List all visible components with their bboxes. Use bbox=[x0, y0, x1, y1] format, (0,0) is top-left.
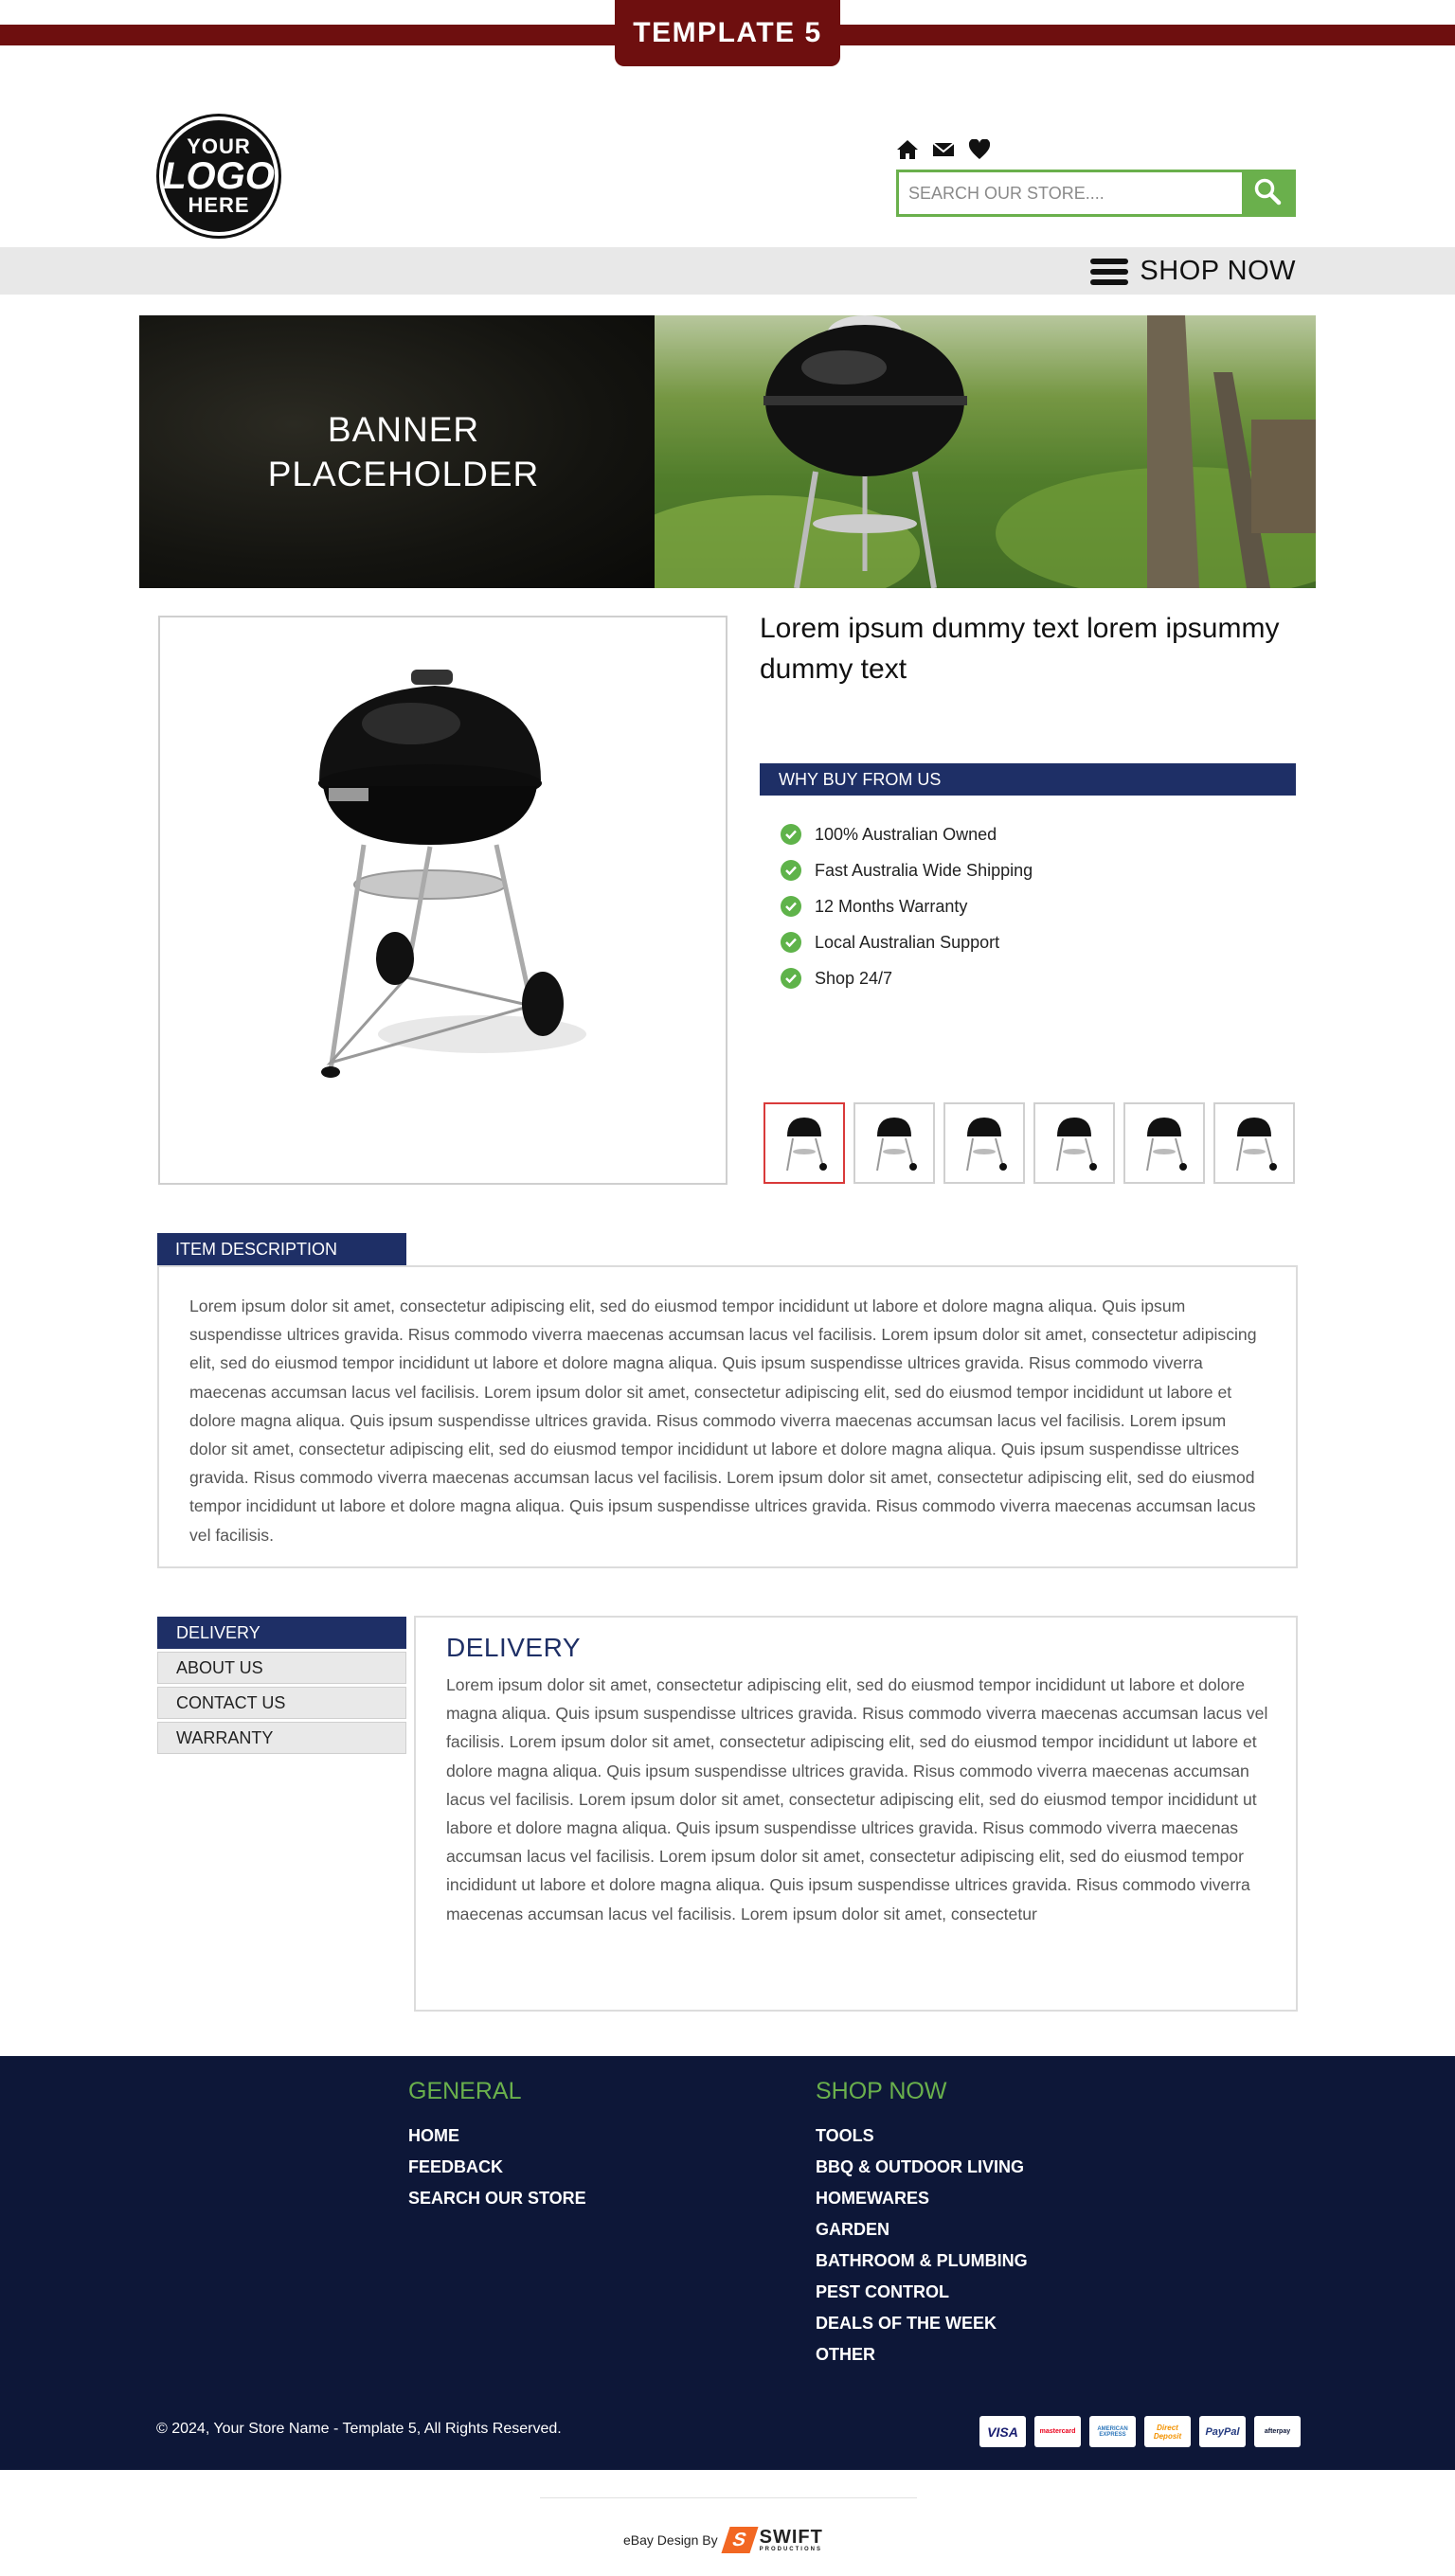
logo-line-2: LOGO bbox=[163, 155, 275, 197]
list-item bbox=[781, 852, 1033, 888]
banner-placeholder-text bbox=[139, 315, 668, 588]
search-input[interactable] bbox=[899, 172, 1242, 214]
footer-link-pest-control[interactable]: PEST CONTROL bbox=[816, 2282, 950, 2301]
logo-line-1: YOUR bbox=[187, 134, 251, 158]
swift-logo bbox=[726, 2527, 823, 2553]
why-buy-item-label: 100% Australian Owned bbox=[815, 824, 997, 844]
why-buy-header: WHY BUY FROM US bbox=[760, 763, 1296, 796]
direct-deposit-icon: Direct Deposit bbox=[1144, 2416, 1191, 2447]
list-item bbox=[781, 816, 1033, 852]
why-buy-list bbox=[781, 816, 1033, 996]
check-icon bbox=[781, 968, 801, 989]
heart-icon[interactable] bbox=[968, 138, 991, 161]
thumbnail-4[interactable] bbox=[1033, 1102, 1115, 1184]
footer-link-feedback[interactable]: FEEDBACK bbox=[408, 2157, 504, 2176]
banner-photo bbox=[655, 315, 1316, 588]
credit-label: eBay Design By bbox=[623, 2532, 718, 2548]
thumbnail-3[interactable] bbox=[943, 1102, 1025, 1184]
tab-warranty[interactable]: WARRANTY bbox=[157, 1722, 406, 1754]
logo-line-3: HERE bbox=[188, 193, 250, 217]
search-button[interactable] bbox=[1242, 172, 1293, 214]
footer-link-other[interactable]: OTHER bbox=[816, 2345, 875, 2364]
thumbnail-strip bbox=[763, 1102, 1295, 1184]
swift-logo-mark-icon: S bbox=[721, 2527, 758, 2553]
why-buy-item-label: Shop 24/7 bbox=[815, 968, 893, 988]
search-icon bbox=[1253, 177, 1282, 210]
shop-now-menu[interactable] bbox=[1090, 256, 1296, 287]
list-item bbox=[781, 960, 1033, 996]
thumbnail-2[interactable] bbox=[853, 1102, 935, 1184]
swift-brand-sub: PRODUCTIONS bbox=[759, 2547, 822, 2552]
payment-icons bbox=[979, 2416, 1301, 2447]
afterpay-icon: afterpay bbox=[1254, 2416, 1301, 2447]
why-buy-item-label: Local Australian Support bbox=[815, 932, 1000, 952]
envelope-icon[interactable] bbox=[932, 138, 955, 161]
footer-general-title: GENERAL bbox=[408, 2078, 522, 2104]
footer-link-bathroom[interactable]: BATHROOM & PLUMBING bbox=[816, 2251, 1028, 2270]
footer-link-home[interactable]: HOME bbox=[408, 2126, 459, 2145]
item-description-tab: ITEM DESCRIPTION bbox=[157, 1233, 406, 1265]
list-item bbox=[781, 924, 1033, 960]
footer-link-homewares[interactable]: HOMEWARES bbox=[816, 2189, 930, 2208]
why-buy-item-label: 12 Months Warranty bbox=[815, 896, 968, 916]
info-tab-list bbox=[157, 1617, 406, 1757]
footer-shop-column bbox=[816, 2078, 1028, 2370]
header-icons bbox=[896, 138, 991, 161]
menu-icon bbox=[1090, 259, 1128, 285]
footer-link-garden[interactable]: GARDEN bbox=[816, 2220, 890, 2239]
footer-shop-title: SHOP NOW bbox=[816, 2078, 947, 2104]
swift-brand: SWIFT bbox=[759, 2527, 823, 2548]
amex-icon: AMERICAN EXPRESS bbox=[1089, 2416, 1136, 2447]
thumbnail-6[interactable] bbox=[1213, 1102, 1295, 1184]
check-icon bbox=[781, 932, 801, 953]
tab-panel-title: DELIVERY bbox=[446, 1633, 581, 1662]
footer-link-tools[interactable]: TOOLS bbox=[816, 2126, 874, 2145]
home-icon[interactable] bbox=[896, 138, 919, 161]
thumbnail-5[interactable] bbox=[1123, 1102, 1205, 1184]
template-tab: TEMPLATE 5 bbox=[615, 0, 840, 66]
tab-panel-text: Lorem ipsum dolor sit amet, consectetur adipiscing elit, sed do eiusmod tempor incididunt ut labore et dolore magna aliqua. Quis ipsum suspendisse ultrices gravida. Risus commodo viverra maecenas accumsan lacus vel facilisis. Lorem ipsum dolor sit amet, consectetur adipiscing elit, sed do eiusmod tempor incididunt ut labore et dolore magna aliqua. Quis ipsum suspendisse ultrices gravida. Risus commodo viverra maecenas accumsan lacus vel facilisis. Lorem ipsum dolor sit amet, consectetur adipiscing elit, sed do eiusmod tempor incididunt ut labore et dolore magna aliqua. Quis ipsum suspendisse ultrices gravida. Risus commodo viverra maecenas accumsan lacus vel facilisis. Lorem ipsum dolor sit amet, consectetur adipiscing elit, sed do eiusmod tempor incididunt ut labore et dolore magna aliqua. Quis ipsum suspendisse ultrices gravida. Risus commodo viverra maecenas accumsan lacus vel facilisis. Lorem ipsum dolor sit amet, consectetur bbox=[446, 1675, 1268, 1923]
store-logo[interactable] bbox=[159, 116, 278, 236]
check-icon bbox=[781, 860, 801, 881]
banner bbox=[139, 315, 1316, 588]
banner-line-1: BANNER bbox=[327, 410, 480, 449]
shop-now-label: SHOP NOW bbox=[1140, 256, 1296, 286]
footer-link-search[interactable]: SEARCH OUR STORE bbox=[408, 2189, 586, 2208]
copyright: © 2024, Your Store Name - Template 5, All Rights Reserved. bbox=[156, 2421, 562, 2437]
footer-link-deals[interactable]: DEALS OF THE WEEK bbox=[816, 2314, 997, 2333]
check-icon bbox=[781, 896, 801, 917]
credit-divider bbox=[540, 2497, 917, 2498]
why-buy-item-label: Fast Australia Wide Shipping bbox=[815, 860, 1033, 880]
paypal-icon: PayPal bbox=[1199, 2416, 1246, 2447]
product-main-image[interactable] bbox=[158, 616, 728, 1185]
search-box bbox=[896, 170, 1296, 217]
banner-line-2: PLACEHOLDER bbox=[267, 455, 540, 493]
tab-contact-us[interactable]: CONTACT US bbox=[157, 1687, 406, 1719]
tab-about-us[interactable]: ABOUT US bbox=[157, 1652, 406, 1684]
check-icon bbox=[781, 824, 801, 845]
design-credit[interactable] bbox=[623, 2527, 823, 2553]
tab-delivery[interactable]: DELIVERY bbox=[157, 1617, 406, 1649]
footer-link-bbq[interactable]: BBQ & OUTDOOR LIVING bbox=[816, 2157, 1024, 2176]
visa-icon: VISA bbox=[979, 2416, 1026, 2447]
mastercard-icon: mastercard bbox=[1034, 2416, 1081, 2447]
thumbnail-1[interactable] bbox=[763, 1102, 845, 1184]
list-item bbox=[781, 888, 1033, 924]
nav-bar bbox=[0, 247, 1455, 295]
product-title: Lorem ipsum dummy text lorem ipsummy dummy text bbox=[760, 613, 1280, 685]
footer-general-column bbox=[408, 2078, 586, 2214]
item-description-text: Lorem ipsum dolor sit amet, consectetur adipiscing elit, sed do eiusmod tempor incididunt ut labore et dolore magna aliqua. Quis ipsum suspendisse ultrices gravida. Risus commodo viverra maecenas accumsan lacus vel facilisis. Lorem ipsum dolor sit amet, consectetur adipiscing elit, sed do eiusmod tempor incididunt ut labore et dolore magna aliqua. Quis ipsum suspendisse ultrices gravida. Risus commodo viverra maecenas accumsan lacus vel facilisis. Lorem ipsum dolor sit amet, consectetur adipiscing elit, sed do eiusmod tempor incididunt ut labore et dolore magna aliqua. Quis ipsum suspendisse ultrices gravida. Risus commodo viverra maecenas accumsan lacus vel facilisis. Lorem ipsum dolor sit amet, consectetur adipiscing elit, sed do eiusmod tempor incididunt ut labore et dolore magna aliqua. Quis ipsum suspendisse ultrices gravida. Risus commodo viverra maecenas accumsan lacus vel facilisis. Lorem ipsum dolor sit amet, consectetur adipiscing elit, sed do eiusmod tempor incididunt ut labore et dolore magna aliqua. Quis ipsum suspendisse ultrices gravida. Risus commodo viverra maecenas accumsan lacus vel facilisis. bbox=[189, 1297, 1257, 1545]
footer bbox=[0, 2056, 1455, 2470]
